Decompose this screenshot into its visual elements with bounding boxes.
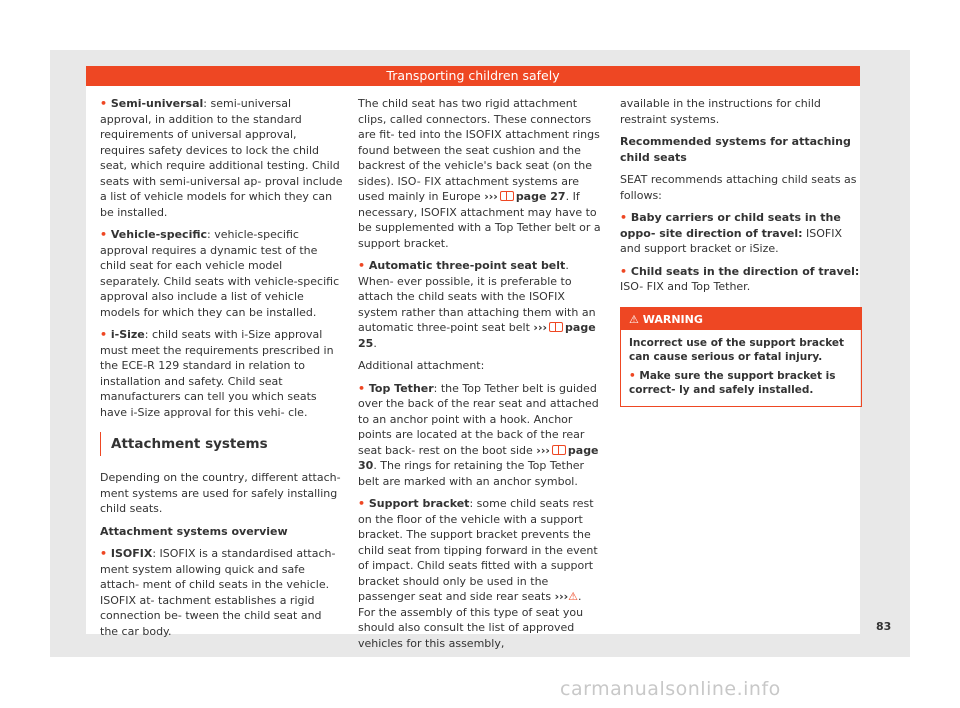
automatic-belt-text: . When- ever possible, it is preferable to attach the child seats with the ISOFIX system rather than attaching them with an automatic three-point seat belt	[358, 259, 596, 334]
isofix-item	[100, 546, 343, 639]
bullet-icon: •	[358, 381, 369, 395]
recommended-title: Recommended systems for attaching child seats	[620, 135, 851, 164]
page-number: 83	[876, 620, 892, 633]
top-tether-term: Top Tether	[368, 381, 434, 395]
watermark: carmanualsonline.info	[560, 678, 781, 700]
warning-box	[620, 307, 862, 407]
forward-facing-term: Child seats in the direction of travel:	[630, 264, 860, 278]
warning-line-2: Make sure the support bracket is correct- ly and safely installed.	[629, 369, 836, 396]
section-heading: Attachment systems	[100, 432, 343, 456]
support-bracket-term: Support bracket	[368, 497, 470, 510]
baby-carrier-term: Baby carriers or child seats in the oppo- site direction of travel:	[620, 211, 841, 240]
ref-arrows: ›››	[533, 321, 548, 334]
warning-header	[621, 308, 861, 330]
isofix-text: : ISOFIX is a standardised attach- ment system allowing quick and safe attach- ment of child seats in the vehicle. ISOFIX at- tachment establishes a rigid connection be- tween the child seat and the car body.	[100, 547, 336, 638]
column-right	[620, 96, 862, 407]
warning-body	[621, 330, 861, 406]
page-header-banner: Transporting children safely	[86, 66, 860, 86]
semi-universal-text: : semi-universal approval, in addition to the standard requirements of universal approval, requires safety devices to lock the child seat, which require additional testing. Child seats with semi-universal ap- proval include a list of vehicle models for which they can be installed.	[100, 97, 343, 219]
bullet-icon: •	[620, 264, 631, 278]
connectors-text: The child seat has two rigid attachment clips, called connectors. These connectors are fit- ted into the ISOFIX attachment rings found between the seat cushion and the backrest of the vehicle's back seat (on the sides). ISO- FIX attachment systems are used mainly in Europe	[358, 97, 600, 203]
bullet-icon: •	[100, 547, 111, 560]
bullet-icon: •	[100, 97, 111, 110]
bullet-icon: •	[620, 211, 631, 224]
top-tether-text-end: . The rings for retaining the Top Tether belt are marked with an anchor symbol.	[358, 459, 585, 488]
column-middle	[358, 96, 602, 658]
book-icon	[552, 445, 566, 455]
page-ref-link[interactable]: page 30	[358, 443, 599, 472]
baby-carrier-text: ISOFIX and support bracket or iSize.	[620, 226, 842, 255]
connectors-paragraph	[358, 96, 602, 251]
page-ref-link[interactable]: page 25	[358, 321, 596, 350]
forward-facing-text: ISO- FIX and Top Tether.	[620, 280, 751, 293]
warning-triangle-icon[interactable]: ⚠	[568, 590, 579, 603]
column-left	[100, 96, 343, 646]
additional-label: Additional attachment:	[358, 359, 485, 372]
warning-triangle-icon: ⚠	[629, 312, 643, 326]
ref-arrows: ›››	[484, 190, 498, 203]
overview-subheading: Attachment systems overview	[100, 524, 288, 538]
i-size-item	[100, 327, 343, 420]
bullet-icon: •	[358, 497, 369, 510]
warning-line-1: Incorrect use of the support bracket can cause serious or fatal injury.	[629, 336, 845, 363]
recommended-text: SEAT recommends attaching child seats as follows:	[620, 173, 857, 202]
i-size-term: i-Size	[110, 328, 145, 341]
support-bracket-text-end: . For the assembly of this type of seat you should also consult the list of approved vehicles for this assembly,	[358, 590, 584, 650]
book-icon	[500, 191, 514, 201]
automatic-belt-term: Automatic three-point seat belt	[368, 259, 566, 272]
page-ref-link[interactable]: page 27	[515, 190, 566, 203]
ref-arrows: ›››	[554, 590, 569, 603]
bullet-icon: •	[100, 228, 111, 241]
warning-bullet-item	[629, 369, 853, 398]
intro-paragraph: Depending on the country, different attach- ment systems are used for safely installing child seats.	[100, 471, 341, 515]
support-bracket-item	[358, 496, 602, 651]
vehicle-specific-term: Vehicle-specific	[110, 228, 208, 241]
book-icon	[549, 322, 563, 332]
baby-carrier-item	[620, 210, 862, 257]
semi-universal-term: Semi-universal	[110, 97, 204, 110]
automatic-belt-item: • Automatic three-point seat belt. When- ever possible, it is preferable to attach the child seats with the ISOFIX system rather than attaching them with an automatic three-point seat belt ››› page 25.	[358, 259, 596, 350]
bullet-icon: •	[629, 369, 640, 382]
warning-label: WARNING	[642, 312, 703, 326]
support-bracket-text: : some child seats rest on the floor of the vehicle with a support bracket. The support bracket prevents the child seat from tipping forward in the event of impact. Child seats fitted with a support bracket should only be used in the passenger seat and side rear seats	[358, 497, 598, 603]
vehicle-specific-text: : vehicle-specific approval requires a dynamic test of the child seat for each vehicle model separately. Child seats with vehicle-specific approval also include a list of vehicle models for which they can be installed.	[100, 228, 340, 319]
top-tether-text: : the Top Tether belt is guided over the back of the rear seat and attached to an anchor point with a hook. Anchor points are located at the back of the rear seat back- rest on the boot side	[358, 381, 599, 457]
connectors-text-end: . If necessary, ISOFIX attachment may have to be supplemented with a Top Tether belt or a support bracket.	[358, 190, 601, 250]
continuation-paragraph: available in the instructions for child restraint systems.	[620, 97, 821, 126]
bullet-icon: •	[100, 328, 111, 341]
semi-universal-item	[100, 96, 343, 220]
top-tether-item	[358, 381, 602, 490]
vehicle-specific-item	[100, 227, 343, 320]
bullet-icon: •	[358, 259, 369, 272]
forward-facing-item	[620, 264, 862, 295]
ref-arrows: ›››	[536, 443, 550, 457]
isofix-term: ISOFIX	[110, 547, 153, 560]
i-size-text: : child seats with i-Size approval must meet the requirements prescribed in the ECE-R 129 standard in relation to installation and safety. Child seat manufacturers can tell you which seats have i-Size approval for this vehi- cle.	[100, 328, 334, 419]
